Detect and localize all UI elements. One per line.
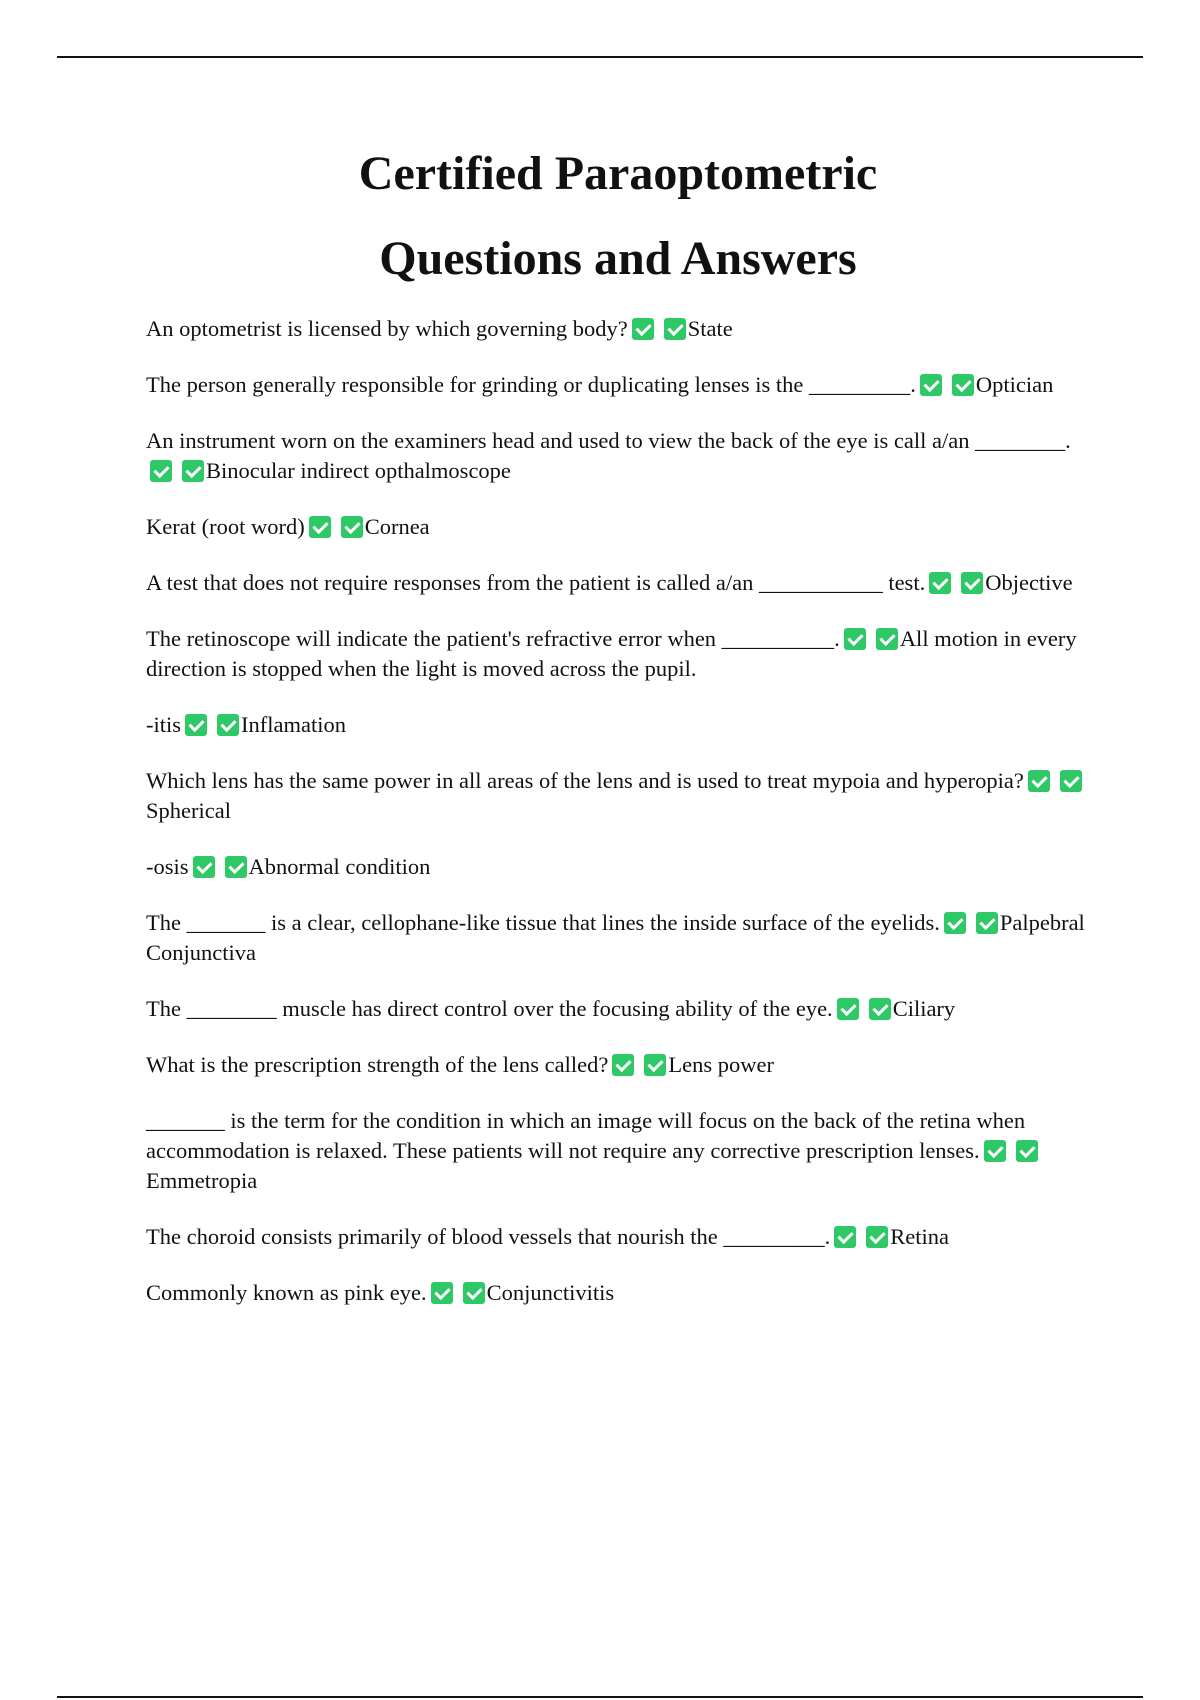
answer-text: Lens power — [668, 1052, 774, 1077]
question-text: Which lens has the same power in all areas of the lens and is used to treat mypoia and hyperopia? — [146, 768, 1024, 793]
check-box-icon — [866, 1226, 888, 1248]
check-box-icon — [976, 912, 998, 934]
answer-text: Objective — [985, 570, 1073, 595]
check-box-icon — [929, 572, 951, 594]
question-text: An instrument worn on the examiners head and used to view the back of the eye is call a/an ________. — [146, 428, 1071, 453]
check-box-icon — [193, 856, 215, 878]
answer-text: Ciliary — [892, 996, 956, 1021]
qa-item-7 — [146, 710, 1088, 740]
answer-text: Cornea — [364, 514, 430, 539]
answer-text: Abnormal condition — [248, 854, 431, 879]
check-box-icon — [837, 998, 859, 1020]
qa-item-12 — [146, 1050, 1088, 1080]
document-title-line-2: Questions and Answers — [379, 232, 857, 285]
check-box-icon — [664, 318, 686, 340]
answer-text: Binocular indirect opthalmoscope — [206, 458, 511, 483]
question-text: -osis — [146, 854, 189, 879]
qa-item-8 — [146, 766, 1088, 826]
qa-item-14 — [146, 1222, 1088, 1252]
check-box-icon — [182, 460, 204, 482]
check-box-icon — [632, 318, 654, 340]
qa-item-13 — [146, 1106, 1088, 1196]
check-box-icon — [944, 912, 966, 934]
top-rule — [57, 56, 1143, 58]
qa-item-10 — [146, 908, 1088, 968]
check-box-icon — [920, 374, 942, 396]
qa-item-9 — [146, 852, 1088, 882]
answer-text: Emmetropia — [146, 1168, 258, 1193]
question-text: -itis — [146, 712, 182, 737]
bottom-rule — [57, 1696, 1143, 1698]
qa-item-3 — [146, 426, 1088, 486]
question-text: The person generally responsible for grinding or duplicating lenses is the _________. — [146, 372, 916, 397]
check-box-icon — [984, 1140, 1006, 1162]
qa-item-5 — [146, 568, 1088, 598]
qa-item-1 — [146, 314, 1088, 344]
answer-text: Retina — [890, 1224, 950, 1249]
check-box-icon — [834, 1226, 856, 1248]
check-box-icon — [341, 516, 363, 538]
check-box-icon — [225, 856, 247, 878]
check-box-icon — [1016, 1140, 1038, 1162]
answer-text: Optician — [975, 372, 1054, 397]
check-box-icon — [612, 1054, 634, 1076]
question-text: A test that does not require responses from the patient is called a/an ___________ test. — [146, 570, 926, 595]
question-text: An optometrist is licensed by which governing body? — [146, 316, 628, 341]
check-box-icon — [952, 374, 974, 396]
check-box-icon — [150, 460, 172, 482]
question-text: The ________ muscle has direct control over the focusing ability of the eye. — [146, 996, 833, 1021]
answer-text: Palpebral Conjunctiva — [146, 910, 1085, 965]
document-title-line-1: Certified Paraoptometric — [358, 147, 878, 200]
check-box-icon — [309, 516, 331, 538]
check-box-icon — [463, 1282, 485, 1304]
check-box-icon — [431, 1282, 453, 1304]
answer-text: Spherical — [146, 798, 231, 823]
qa-item-11 — [146, 994, 1088, 1024]
qa-list — [146, 314, 1088, 1334]
qa-item-2 — [146, 370, 1088, 400]
check-box-icon — [961, 572, 983, 594]
check-box-icon — [217, 714, 239, 736]
question-text: Commonly known as pink eye. — [146, 1280, 427, 1305]
check-box-icon — [644, 1054, 666, 1076]
answer-text: State — [687, 316, 733, 341]
question-text: Kerat (root word) — [146, 514, 305, 539]
answer-text: Inflamation — [241, 712, 346, 737]
check-box-icon — [844, 628, 866, 650]
check-box-icon — [876, 628, 898, 650]
check-box-icon — [869, 998, 891, 1020]
check-box-icon — [1028, 770, 1050, 792]
question-text: _______ is the term for the condition in which an image will focus on the back of the retina when accommodation is relaxed. These patients will not require any corrective prescription lenses. — [146, 1108, 1026, 1163]
check-box-icon — [185, 714, 207, 736]
answer-text: All motion in every direction is stopped when the light is moved across the pupil. — [146, 626, 1077, 681]
check-box-icon — [1060, 770, 1082, 792]
qa-item-6 — [146, 624, 1088, 684]
question-text: The retinoscope will indicate the patient's refractive error when __________. — [146, 626, 840, 651]
qa-item-4 — [146, 512, 1088, 542]
question-text: What is the prescription strength of the lens called? — [146, 1052, 609, 1077]
answer-text: Conjunctivitis — [486, 1280, 615, 1305]
question-text: The _______ is a clear, cellophane-like tissue that lines the inside surface of the eyelids. — [146, 910, 940, 935]
question-text: The choroid consists primarily of blood vessels that nourish the _________. — [146, 1224, 831, 1249]
qa-item-15 — [146, 1278, 1088, 1308]
